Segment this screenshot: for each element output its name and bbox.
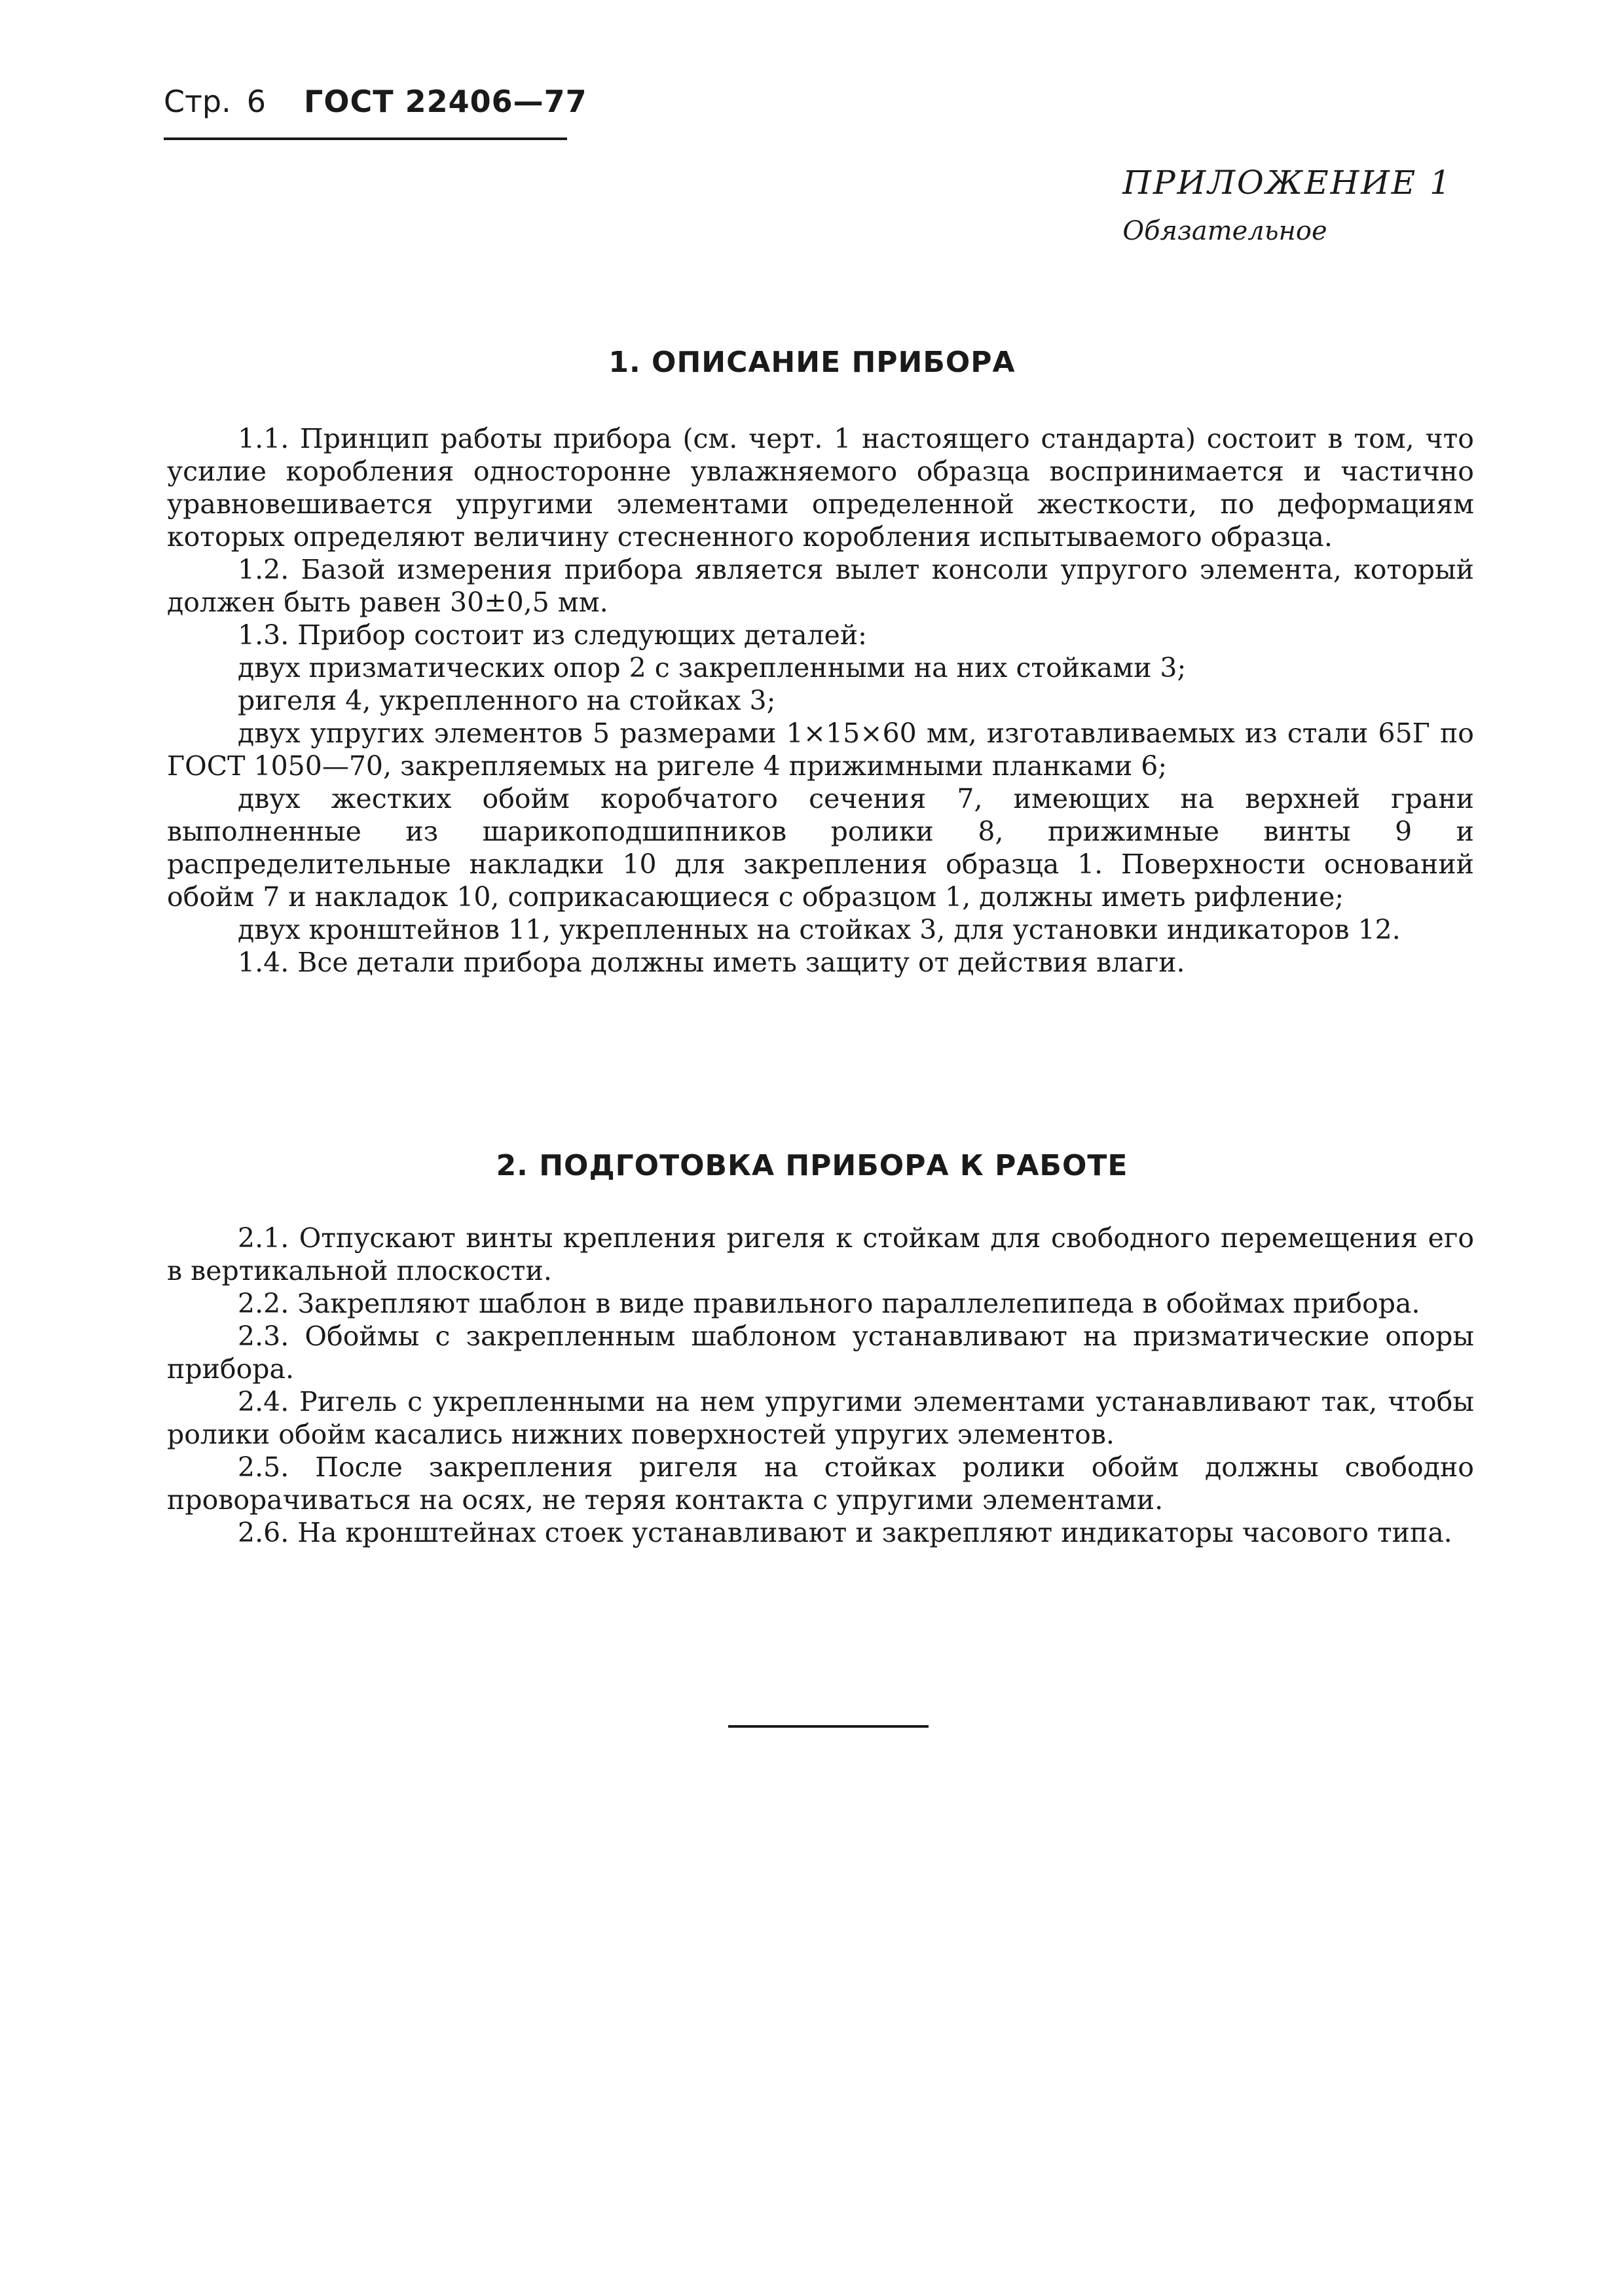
paragraph-1-4: 1.4. Все детали прибора должны иметь защиту от действия влаги. bbox=[238, 947, 1185, 978]
list-item-supports: двух призматических опор 2 с закрепленными на них стойками 3; bbox=[238, 652, 1187, 683]
paragraph-1-1: 1.1. Принцип работы прибора (см. черт. 1 настоящего стандарта) состоит в том, что усилие коробления односторонне увлажняемого образца воспринимается и частично уравновешивается упругими элементами определенной жесткости, по деформациям которых определяют величину стесненного коробления испытываемого образца. bbox=[167, 423, 1474, 553]
paragraph-2-4: 2.4. Ригель с укрепленными на нем упругими элементами устанавливают так, чтобы ролики обойм касались нижних поверхностей упругих элементов. bbox=[167, 1386, 1474, 1450]
appendix-status: Обязательное bbox=[1122, 216, 1327, 246]
appendix-heading bbox=[1122, 164, 1452, 246]
paragraph-2-2: 2.2. Закрепляют шаблон в виде правильного параллелепипеда в обоймах прибора. bbox=[238, 1288, 1420, 1319]
section-2-title: 2. ПОДГОТОВКА ПРИБОРА К РАБОТЕ bbox=[496, 1149, 1128, 1182]
paragraph-2-3: 2.3. Обоймы с закрепленным шаблоном устанавливают на призматические опоры прибора. bbox=[167, 1321, 1474, 1385]
page-label: Стр. bbox=[164, 84, 231, 119]
section-2-body bbox=[167, 1222, 1474, 1549]
page-number: 6 bbox=[246, 84, 267, 119]
end-divider bbox=[728, 1725, 929, 1728]
section-1-body bbox=[167, 422, 1474, 979]
page-header bbox=[164, 84, 587, 140]
paragraph-2-5: 2.5. После закрепления ригеля на стойках ролики обойм должны свободно проворачиваться на осях, не теряя контакта с упругими элементами. bbox=[167, 1451, 1474, 1516]
list-item-holders: двух жестких обойм коробчатого сечения 7, имеющих на верхней грани выполненные из шарикоподшипников ролики 8, прижимные винты 9 и распределительные накладки 10 для закрепления образца 1. Поверхности оснований обойм 7 и накладок 10, соприкасающиеся с образцом 1, должны иметь рифление; bbox=[167, 783, 1474, 913]
section-1-title: 1. ОПИСАНИЕ ПРИБОРА bbox=[608, 346, 1016, 379]
paragraph-2-6: 2.6. На кронштейнах стоек устанавливают и закрепляют индикаторы часового типа. bbox=[238, 1517, 1452, 1548]
paragraph-1-3: 1.3. Прибор состоит из следующих деталей: bbox=[238, 619, 867, 651]
list-item-elastic-elements: двух упругих элементов 5 размерами 1×15×60 мм, изготавливаемых из стали 65Г по ГОСТ 1050—70, закрепляемых на ригеле 4 прижимными планками 6; bbox=[167, 718, 1474, 782]
paragraph-1-2: 1.2. Базой измерения прибора является вылет консоли упругого элемента, который должен быть равен 30±0,5 мм. bbox=[167, 554, 1474, 618]
standard-code: ГОСТ 22406—77 bbox=[304, 84, 587, 119]
appendix-title: ПРИЛОЖЕНИЕ 1 bbox=[1122, 164, 1452, 202]
list-item-crossbar: ригеля 4, укрепленного на стойках 3; bbox=[238, 685, 776, 716]
paragraph-2-1: 2.1. Отпускают винты крепления ригеля к стойкам для свободного перемещения его в вертикальной плоскости. bbox=[167, 1222, 1474, 1286]
list-item-brackets: двух кронштейнов 11, укрепленных на стойках 3, для установки индикаторов 12. bbox=[238, 914, 1401, 945]
